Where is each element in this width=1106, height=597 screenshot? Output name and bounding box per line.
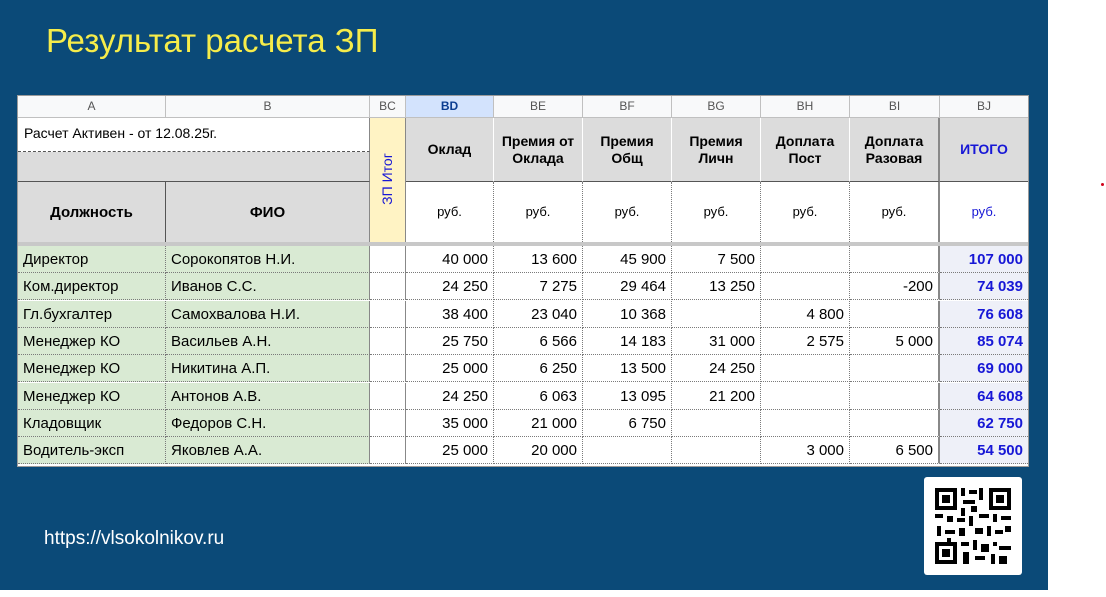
cell-extra-permanent[interactable] [761,355,850,382]
cell-total[interactable]: 76 608 [940,301,1028,328]
cell-position[interactable]: Менеджер КО [18,328,166,355]
cell-full-name[interactable]: Яковлев А.А. [166,437,370,464]
cell-bonus-general[interactable]: 6 750 [583,410,672,437]
site-url[interactable]: https://vlsokolnikov.ru [44,528,225,549]
cell-salary[interactable]: 25 750 [406,328,494,355]
cell-extra-onetime[interactable]: 5 000 [850,328,940,355]
cell-bc[interactable] [370,437,406,464]
column-header-be[interactable]: BE [494,96,583,118]
slide-title: Результат расчета ЗП [46,22,379,59]
cell-bonus-salary[interactable]: 21 000 [494,410,583,437]
column-header-bj[interactable]: BJ [940,96,1028,118]
cell-bonus-personal[interactable] [672,301,761,328]
cell-salary[interactable]: 38 400 [406,301,494,328]
cell-total[interactable]: 64 608 [940,383,1028,410]
header-bonus-general[interactable]: Премия Общ [583,118,672,182]
cell-position[interactable]: Менеджер КО [18,355,166,382]
cell-bonus-personal[interactable]: 24 250 [672,355,761,382]
cell-bonus-general[interactable]: 13 500 [583,355,672,382]
zp-total-vertical-label: ЗП Итог [379,153,395,205]
cell-extra-permanent[interactable] [761,383,850,410]
header-salary[interactable]: Оклад [406,118,494,182]
unit-extra-onetime[interactable]: руб. [850,182,940,242]
cell-position[interactable]: Менеджер КО [18,383,166,410]
cell-salary[interactable]: 24 250 [406,383,494,410]
unit-salary[interactable]: руб. [406,182,494,242]
cell-bc[interactable] [370,355,406,382]
cell-full-name[interactable]: Иванов С.С. [166,273,370,300]
cell-total[interactable]: 62 750 [940,410,1028,437]
column-header-bd[interactable]: BD [406,96,494,118]
red-dot [1101,183,1104,186]
cell-bonus-salary[interactable]: 6 063 [494,383,583,410]
cell-bonus-general[interactable]: 14 183 [583,328,672,355]
cell-extra-onetime[interactable] [850,410,940,437]
cell-bonus-salary[interactable]: 6 566 [494,328,583,355]
cell-extra-onetime[interactable] [850,383,940,410]
cell-total[interactable]: 107 000 [940,246,1028,273]
cell-bonus-general[interactable] [583,437,672,464]
cell-extra-onetime[interactable]: -200 [850,273,940,300]
cell-bonus-personal[interactable] [672,437,761,464]
column-header-bh[interactable]: BH [761,96,850,118]
unit-extra-permanent[interactable]: руб. [761,182,850,242]
cell-extra-permanent[interactable] [761,410,850,437]
column-header-b[interactable]: B [166,96,370,118]
cell-bonus-personal[interactable]: 7 500 [672,246,761,273]
header-total[interactable]: ИТОГО [940,118,1028,182]
cell-salary[interactable]: 25 000 [406,355,494,382]
cell-bc[interactable] [370,383,406,410]
cell-bonus-salary[interactable]: 13 600 [494,246,583,273]
zp-total-vertical-cell[interactable] [370,118,406,242]
cell-bonus-general[interactable]: 45 900 [583,246,672,273]
cell-full-name[interactable]: Федоров С.Н. [166,410,370,437]
column-header-bi[interactable]: BI [850,96,940,118]
cell-salary[interactable]: 40 000 [406,246,494,273]
cell-bonus-salary[interactable]: 7 275 [494,273,583,300]
cell-position[interactable]: Ком.директор [18,273,166,300]
cell-total[interactable]: 54 500 [940,437,1028,464]
header-bonus-salary[interactable]: Премия от Оклада [494,118,583,182]
cell-bonus-salary[interactable]: 6 250 [494,355,583,382]
cell-extra-onetime[interactable] [850,246,940,273]
cell-bonus-personal[interactable]: 21 200 [672,383,761,410]
column-header-bg[interactable]: BG [672,96,761,118]
unit-bonus-personal[interactable]: руб. [672,182,761,242]
column-header-bc[interactable]: BC [370,96,406,118]
cell-bonus-salary[interactable]: 20 000 [494,437,583,464]
column-header-a[interactable]: A [18,96,166,118]
cell-salary[interactable]: 24 250 [406,273,494,300]
cell-bonus-personal[interactable]: 31 000 [672,328,761,355]
cell-bc[interactable] [370,246,406,273]
qr-code [924,477,1022,575]
header-extra-onetime[interactable]: Доплата Разовая [850,118,940,182]
cell-salary[interactable]: 35 000 [406,410,494,437]
cell-full-name[interactable]: Никитина А.П. [166,355,370,382]
header-full-name[interactable]: ФИО [166,182,370,242]
spreadsheet [17,95,1029,467]
cell-bc[interactable] [370,328,406,355]
cell-position[interactable]: Гл.бухгалтер [18,301,166,328]
cell-bonus-salary[interactable]: 23 040 [494,301,583,328]
cell-extra-permanent[interactable] [761,246,850,273]
unit-total[interactable]: руб. [971,204,997,219]
cell-extra-permanent[interactable]: 4 800 [761,301,850,328]
cell-bonus-personal[interactable] [672,410,761,437]
cell-position[interactable]: Водитель-эксп [18,437,166,464]
cell-full-name[interactable]: Сорокопятов Н.И. [166,246,370,273]
cell-extra-permanent[interactable] [761,273,850,300]
header-extra-permanent[interactable]: Доплата Пост [761,118,850,182]
cell-extra-permanent[interactable]: 2 575 [761,328,850,355]
cell-bc[interactable] [370,410,406,437]
cell-extra-onetime[interactable] [850,355,940,382]
qr-code-icon [935,488,1011,564]
blank-header-cell[interactable] [18,152,370,182]
cell-bonus-general[interactable]: 10 368 [583,301,672,328]
cell-full-name[interactable]: Васильев А.Н. [166,328,370,355]
cell-full-name[interactable]: Антонов А.В. [166,383,370,410]
cell-bc[interactable] [370,273,406,300]
cell-bonus-personal[interactable]: 13 250 [672,273,761,300]
unit-bonus-salary[interactable]: руб. [494,182,583,242]
cell-bonus-general[interactable]: 13 095 [583,383,672,410]
unit-bonus-general[interactable]: руб. [583,182,672,242]
cell-bc[interactable] [370,301,406,328]
cell-position[interactable]: Директор [18,246,166,273]
column-header-bf[interactable]: BF [583,96,672,118]
calc-status-cell[interactable]: Расчет Активен - от 12.08.25г. [18,118,370,152]
cell-full-name[interactable]: Самохвалова Н.И. [166,301,370,328]
cell-total[interactable]: 69 000 [940,355,1028,382]
cell-total[interactable]: 74 039 [940,273,1028,300]
cell-bonus-general[interactable]: 29 464 [583,273,672,300]
header-position[interactable]: Должность [18,182,166,242]
cell-extra-permanent[interactable]: 3 000 [761,437,850,464]
cell-extra-onetime[interactable]: 6 500 [850,437,940,464]
cell-salary[interactable]: 25 000 [406,437,494,464]
header-bonus-personal[interactable]: Премия Личн [672,118,761,182]
cell-extra-onetime[interactable] [850,301,940,328]
cell-position[interactable]: Кладовщик [18,410,166,437]
cell-total[interactable]: 85 074 [940,328,1028,355]
